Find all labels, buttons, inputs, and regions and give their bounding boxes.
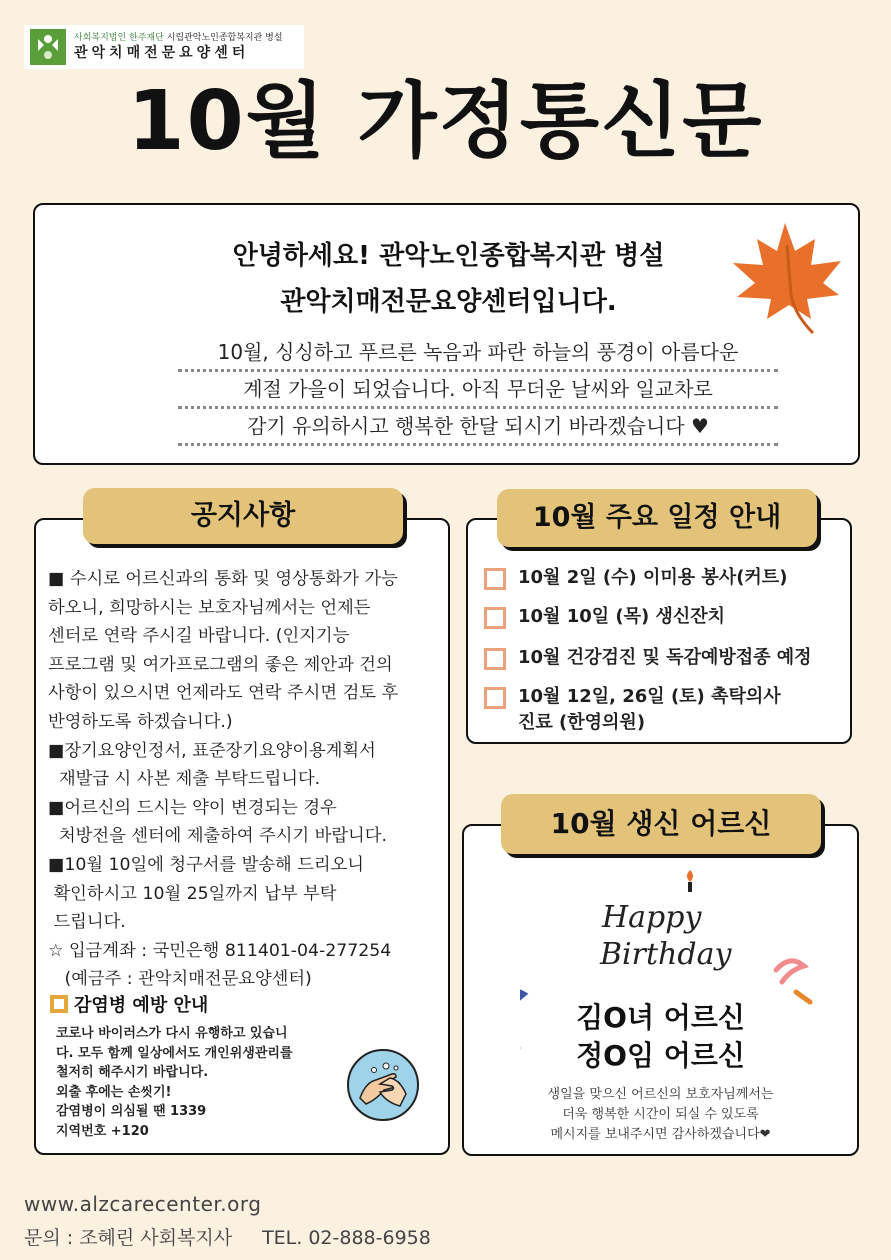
- maple-leaf-icon: [723, 215, 853, 335]
- greeting-heading-2: 관악치매전문요양센터입니다.: [280, 287, 617, 317]
- infection-title: 감염병 예방 안내: [74, 995, 209, 1016]
- notice-title: 공지사항: [83, 488, 403, 544]
- schedule-item-label-cont: 진료 (한영의원): [518, 712, 646, 733]
- infection-line: 감염병이 의심될 땐 1339: [56, 1104, 207, 1120]
- infection-line: 철저히 해주시기 바랍니다.: [56, 1065, 209, 1081]
- contact-info: [24, 1223, 461, 1250]
- notice-line: 반영하도록 하겠습니다.): [48, 711, 233, 732]
- center-name: 관악치매전문요양센터: [74, 45, 250, 61]
- checkbox-icon: [484, 648, 506, 670]
- notice-line: 프로그램 및 여가프로그램의 좋은 제안과 건의: [48, 654, 393, 675]
- infection-line: 코로나 바이러스가 다시 유행하고 있습니: [56, 1026, 288, 1041]
- notice-line: 드립니다.: [48, 912, 126, 933]
- birthday-message: [462, 1085, 859, 1145]
- notice-line: ■10월 10일에 청구서를 발송해 드리오니: [48, 854, 364, 875]
- infection-heading: [50, 991, 208, 1017]
- schedule-item-label: 10월 12일, 26일 (토) 촉탁의사: [518, 686, 781, 707]
- schedule-item: [484, 684, 781, 736]
- birthday-message-line: 메시지를 보내주시면 감사하겠습니다❤: [550, 1127, 771, 1142]
- checkbox-icon: [484, 687, 506, 709]
- birthday-text: Birthday: [600, 937, 732, 972]
- notice-line: 재발급 시 사본 제출 부탁드립니다.: [48, 769, 321, 790]
- phone-number: TEL. 02-888-6958: [262, 1227, 431, 1249]
- birthday-message-line: 생일을 맞으신 어르신의 보호자님께서는: [547, 1087, 774, 1102]
- notice-line: 사항이 있으시면 언제라도 연락 주시면 검토 후: [48, 683, 399, 704]
- notice-line: ■어르신의 드시는 약이 변경되는 경우: [48, 797, 337, 818]
- org-affiliation: 시립관악노인종합복지관 병설: [166, 33, 283, 43]
- checkbox-icon: [484, 568, 506, 590]
- infection-body: [56, 1024, 346, 1142]
- notice-line: ■ 수시로 어르신과의 통화 및 영상통화가 가능: [48, 569, 398, 589]
- square-bullet-icon: [50, 995, 68, 1013]
- bank-account-line: ☆ 입금계좌 : 국민은행 811401-04-277254: [48, 940, 392, 961]
- birthday-name: 정O임 어르신: [576, 1039, 745, 1072]
- birthday-title: 10월 생신 어르신: [501, 794, 821, 854]
- handwashing-icon: [346, 1048, 420, 1122]
- account-holder-line: (예금주 : 관악치매전문요양센터): [48, 969, 312, 990]
- infection-line: 외출 후에는 손씻기!: [56, 1084, 172, 1100]
- website-url[interactable]: www.alzcarecenter.org: [24, 1192, 262, 1216]
- infection-line: 다. 모두 함께 일상에서도 개인위생관리를: [56, 1045, 293, 1061]
- schedule-item: [484, 565, 787, 591]
- notice-line: ■장기요양인정서, 표준장기요양이용계획서: [48, 740, 376, 761]
- greeting-heading-1: 안녕하세요! 관악노인종합복지관 병설: [232, 241, 665, 271]
- birthday-message-line: 더욱 행복한 시간이 되실 수 있도록: [562, 1107, 759, 1122]
- schedule-item: [484, 604, 725, 630]
- schedule-item: [484, 645, 812, 671]
- notice-line: 하오니, 희망하시는 보호자님께서는 언제든: [48, 597, 371, 618]
- notice-line: 처방전을 센터에 제출하여 주시기 바랍니다.: [48, 826, 387, 847]
- greeting-box: [33, 203, 860, 465]
- org-foundation: 사회복지법인 한주재단: [74, 33, 164, 43]
- greeting-line: 감기 유의하시고 행복한 한달 되시기 바라겠습니다 ♥: [178, 410, 778, 446]
- greeting-line: 10월, 싱싱하고 푸르른 녹음과 파란 하늘의 풍경이 아름다운: [178, 336, 778, 372]
- notice-line: 확인하시고 10월 25일까지 납부 부탁: [48, 883, 337, 904]
- schedule-title: 10월 주요 일정 안내: [497, 489, 817, 547]
- notice-line: 센터로 연락 주시길 바랍니다. (인지기능: [48, 626, 350, 647]
- checkbox-icon: [484, 607, 506, 629]
- contact-person: 문의 : 조혜린 사회복지사: [24, 1227, 233, 1249]
- birthday-name: 김O녀 어르신: [576, 1001, 745, 1034]
- greeting-line: 계절 가을이 되었습니다. 아직 무더운 날씨와 일교차로: [178, 373, 778, 409]
- notice-body: [48, 565, 440, 994]
- happy-text: Happy: [602, 900, 702, 935]
- schedule-item-label: 10월 2일 (수) 이미용 봉사(커트): [518, 567, 788, 588]
- page-title: 10월 가정통신문: [127, 74, 764, 169]
- center-logo: [24, 25, 304, 69]
- logo-icon: [30, 29, 66, 65]
- infection-line: 지역번호 +120: [56, 1123, 149, 1139]
- schedule-item-label: 10월 건강검진 및 독감예방접종 예정: [518, 647, 812, 668]
- schedule-item-label: 10월 10일 (목) 생신잔치: [518, 606, 726, 627]
